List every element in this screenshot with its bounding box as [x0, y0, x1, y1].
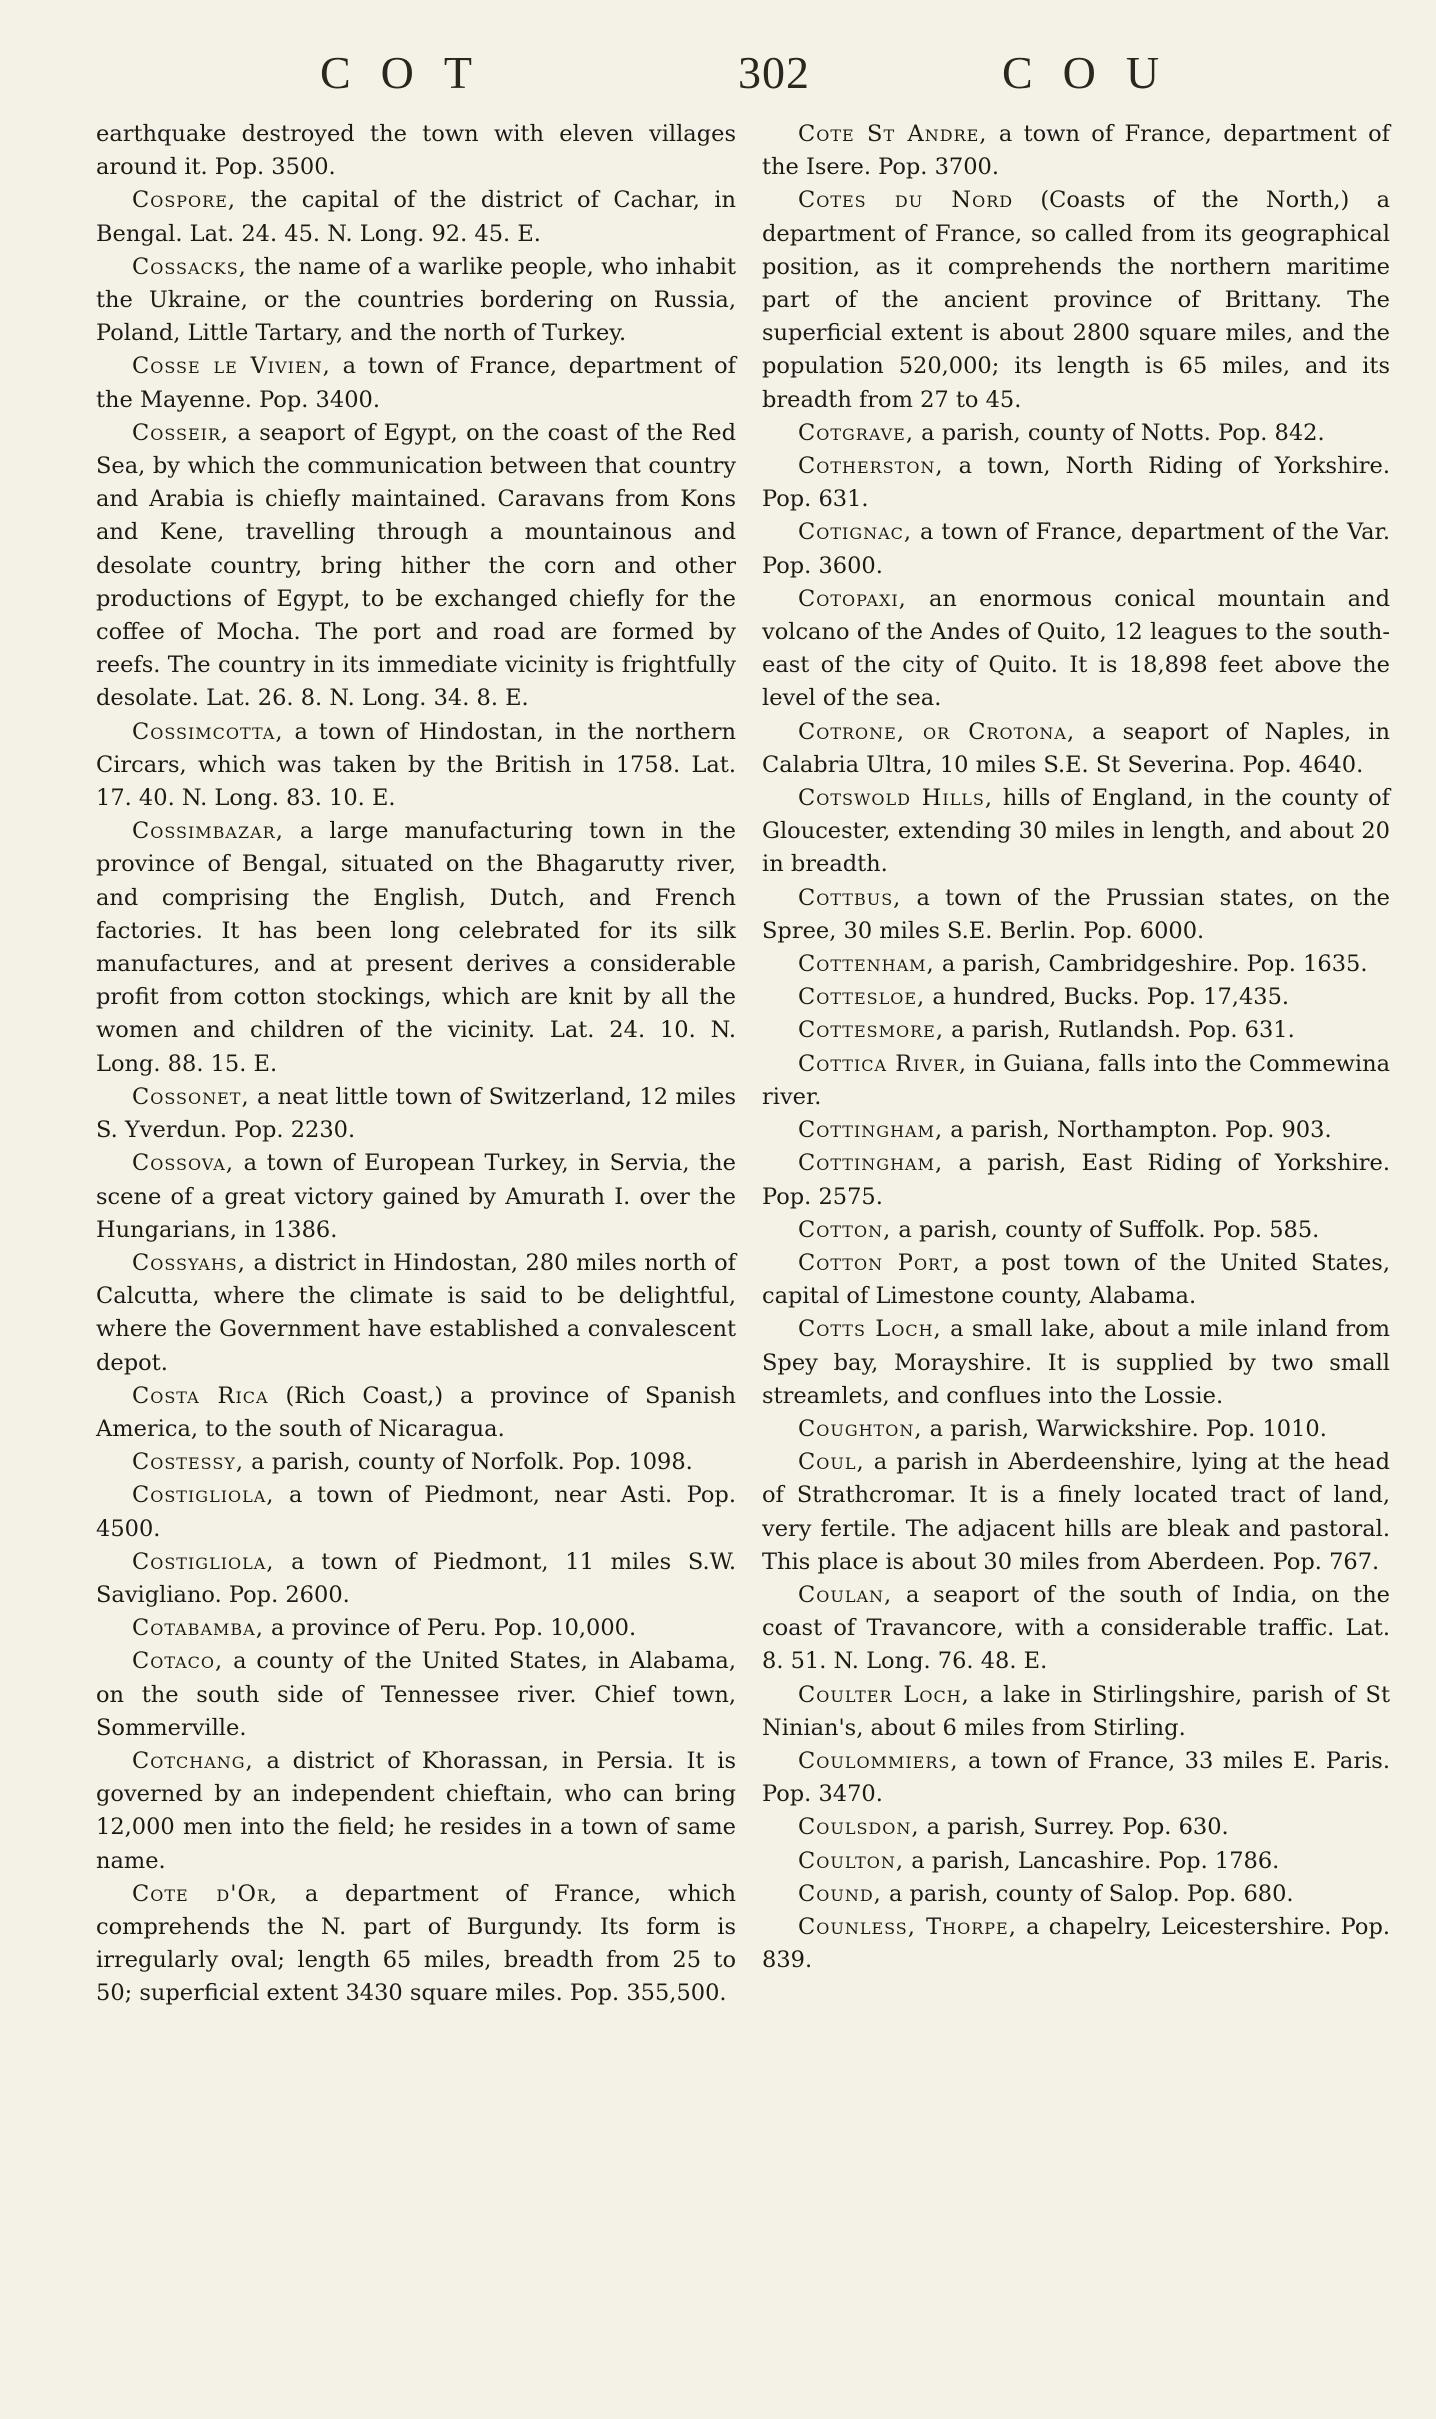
gazetteer-entry	[762, 1313, 1390, 1413]
entry-text: a small lake, about a mile inland from Spey bay, Morayshire. It is supplied by two small streamlets, and conflues into the Lossie.	[762, 1316, 1390, 1409]
entry-headword: Cosse le Vivien,	[132, 353, 331, 380]
gazetteer-entry	[762, 1679, 1390, 1745]
entry-headword: Cound,	[798, 1880, 882, 1907]
entry-headword: Cotts Loch,	[798, 1316, 942, 1343]
entry-headword: Cossimcotta,	[132, 718, 284, 745]
entry-text: a seaport of Egypt, on the coast of the Red Sea, by which the communication between that country and Arabia is chiefly maintained. Caravans from Kons and Kene, travelling through a mountainous and desolate country, bring hither the corn and other productions of Egypt, to be exchanged chiefly for the coffee of Mocha. The port and road are formed by reefs. The country in its immediate vicinity is frightfully desolate. Lat. 26. 8. N. Long. 34. 8. E.	[96, 419, 736, 712]
entry-headword: Cotswold Hills,	[798, 785, 994, 812]
entry-text: a parish, Rutlandsh. Pop. 631.	[944, 1017, 1295, 1044]
gazetteer-entry	[762, 1413, 1390, 1446]
entry-headword: Cosseir,	[132, 419, 230, 446]
entry-text: (Rich Coast,) a province of Spanish America, to the south of Nicaragua.	[96, 1382, 736, 1442]
entry-headword: Cotton,	[798, 1216, 892, 1243]
entry-text: a town of the Prussian states, on the Spree, 30 miles S.E. Berlin. Pop. 6000.	[762, 884, 1390, 944]
entry-headword: Cottesloe,	[798, 984, 926, 1011]
gazetteer-entry	[96, 1380, 736, 1446]
entry-headword: Cotrone, or Crotona,	[798, 718, 1076, 745]
gazetteer-entry	[96, 1612, 736, 1645]
gazetteer-entry	[762, 450, 1390, 516]
entry-headword: Cossacks,	[132, 253, 247, 280]
entry-headword: Cotes du Nord	[798, 187, 1014, 214]
entry-text: a hundred, Bucks. Pop. 17,435.	[925, 984, 1290, 1011]
gazetteer-entry	[96, 184, 736, 250]
gazetteer-entry	[96, 118, 736, 184]
entry-text: a post town of the United States, capital of Limestone county, Alabama.	[762, 1249, 1390, 1310]
entry-text: a town of European Turkey, in Servia, the scene of a great victory gained by Amurath I. over the Hungarians, in 1386.	[96, 1150, 736, 1243]
running-head-left: COT	[320, 47, 502, 98]
entry-text: a town of France, department of the Mayenne. Pop. 3400.	[96, 353, 736, 413]
entry-text: a district in Hindostan, 280 miles north of Calcutta, where the climate is said to be delightful, where the Government have established a convalescent depot.	[96, 1249, 736, 1376]
gazetteer-entry	[96, 1446, 736, 1479]
gazetteer-entry	[96, 350, 736, 416]
entry-text: a town of France, 33 miles E. Paris. Pop. 3470.	[762, 1747, 1390, 1808]
entry-headword: Cotgrave,	[798, 419, 914, 446]
entry-text: a town of France, department of the Isere. Pop. 3700.	[762, 121, 1390, 181]
entry-text: a seaport of the south of India, on the coast of Travancore, with a considerable traffic. Lat. 8. 51. N. Long. 76. 48. E.	[762, 1581, 1390, 1675]
gazetteer-entry	[762, 981, 1390, 1014]
entry-text: a neat little town of Switzerland, 12 miles S. Yverdun. Pop. 2230.	[96, 1083, 736, 1144]
entry-text: a district of Khorassan, in Persia. It is governed by an independent chieftain, who can bring 12,000 men into the field; he resides in a town of same name.	[96, 1747, 736, 1874]
running-head-right: COU	[1002, 47, 1190, 98]
entry-text: a large manufacturing town in the province of Bengal, situated on the Bhagarutty river, and comprising the English, Dutch, and French factories. It has been long celebrated for its silk manufactures, and at present derives a considerable profit from cotton stockings, which are knit by all the women and children of the vicinity. Lat. 24. 10. N. Long. 88. 15. E.	[96, 818, 736, 1077]
entry-headword: Costigliola,	[132, 1548, 275, 1575]
gazetteer-entry	[762, 1114, 1390, 1147]
gazetteer-entry	[762, 1911, 1390, 1977]
gazetteer-entry	[96, 815, 736, 1081]
entry-text: a town of Piedmont, 11 miles S.W. Savigliano. Pop. 2600.	[96, 1548, 736, 1608]
entry-text: a lake in Stirlingshire, parish of St Ninian's, about 6 miles from Stirling.	[762, 1681, 1390, 1741]
entry-headword: Counless, Thorpe,	[798, 1913, 1017, 1940]
gazetteer-entry	[96, 1645, 736, 1745]
entry-text: a parish in Aberdeenshire, lying at the head of Strathcromar. It is a finely located tract of land, very fertile. The adjacent hills are bleak and pastoral. This place is about 30 miles from Aberdeen. Pop. 767.	[762, 1449, 1390, 1575]
gazetteer-entry	[96, 1247, 736, 1380]
gazetteer-entry	[96, 1546, 736, 1612]
gazetteer-entry	[762, 882, 1390, 948]
entry-text: a province of Peru. Pop. 10,000.	[263, 1615, 637, 1642]
entry-headword: Cossonet,	[132, 1083, 250, 1110]
gazetteer-entry	[762, 1579, 1390, 1679]
entry-text: a parish, county of Notts. Pop. 842.	[913, 419, 1325, 446]
entry-headword: Cottingham,	[798, 1150, 944, 1177]
entry-headword: Costigliola,	[132, 1482, 275, 1509]
gazetteer-entry	[762, 1247, 1390, 1313]
entry-headword: Cote d'Or,	[132, 1880, 279, 1907]
entry-headword: Cottenham,	[798, 951, 935, 978]
gazetteer-entry	[762, 1446, 1390, 1579]
entry-headword: Cotopaxi,	[798, 585, 907, 612]
right-column	[762, 118, 1390, 1977]
entry-text: earthquake destroyed the town with eleven villages around it. Pop. 3500.	[96, 121, 736, 181]
entry-headword: Cospore,	[132, 187, 237, 214]
entry-text: a parish, East Riding of Yorkshire. Pop. 2575.	[762, 1150, 1390, 1210]
entry-text: a parish, county of Suffolk. Pop. 585.	[891, 1216, 1320, 1243]
entry-headword: Cotaco,	[132, 1648, 224, 1675]
entry-text: a parish, Warwickshire. Pop. 1010.	[922, 1415, 1327, 1442]
gazetteer-entry	[762, 583, 1390, 716]
gazetteer-entry	[762, 1878, 1390, 1911]
gazetteer-entry	[762, 1048, 1390, 1114]
entry-text: a town of Piedmont, near Asti. Pop. 4500.	[96, 1482, 736, 1542]
entry-headword: Cottbus,	[798, 884, 902, 911]
gazetteer-entry	[96, 1878, 736, 2011]
gazetteer-entry	[762, 782, 1390, 882]
gazetteer-entry	[762, 1147, 1390, 1213]
entry-text: a town of France, department of the Var. Pop. 3600.	[762, 519, 1390, 579]
gazetteer-entry	[762, 516, 1390, 582]
entry-headword: Cossova,	[132, 1150, 234, 1177]
gazetteer-entry	[762, 1811, 1390, 1844]
entry-text: hills of England, in the county of Gloucester, extending 30 miles in length, and about 20 in breadth.	[762, 785, 1390, 878]
gazetteer-entry	[762, 184, 1390, 416]
entry-headword: Cotherston,	[798, 453, 944, 480]
entry-text: a parish, Surrey. Pop. 630.	[919, 1814, 1229, 1841]
entry-text: a parish, Northampton. Pop. 903.	[943, 1117, 1332, 1144]
entry-text: an enormous conical mountain and volcano of the Andes of Quito, 12 leagues to the south-east of the city of Quito. It is 18,898 feet above the level of the sea.	[762, 585, 1390, 712]
entry-headword: Cottesmore,	[798, 1017, 944, 1044]
entry-headword: Costessy,	[132, 1449, 245, 1476]
entry-text: the capital of the district of Cachar, in Bengal. Lat. 24. 45. N. Long. 92. 45. E.	[96, 187, 736, 247]
gazetteer-entry	[96, 1745, 736, 1878]
gazetteer-entry	[762, 1845, 1390, 1878]
entry-headword: Costa Rica	[132, 1382, 269, 1409]
entry-headword: Coulan,	[798, 1581, 893, 1608]
gazetteer-entry	[96, 1147, 736, 1247]
entry-text: a parish, Cambridgeshire. Pop. 1635.	[934, 951, 1368, 978]
gazetteer-entry	[96, 716, 736, 816]
left-column	[96, 118, 736, 2011]
entry-text: (Coasts of the North,) a department of France, so called from its geographical position, as it comprehends the northern maritime part of the ancient province of Brittany. The superficial extent is about 2800 square miles, and the population 520,000; its length is 65 miles, and its breadth from 27 to 45.	[762, 187, 1390, 413]
entry-headword: Coulter Loch,	[798, 1681, 970, 1708]
entry-headword: Cotchang,	[132, 1747, 254, 1774]
entry-headword: Coulsdon,	[798, 1814, 920, 1841]
gazetteer-entry	[762, 118, 1390, 184]
gazetteer-entry	[762, 417, 1390, 450]
entry-headword: Cottica River,	[798, 1050, 967, 1077]
gazetteer-entry	[96, 251, 736, 351]
gazetteer-entry	[762, 1214, 1390, 1247]
entry-headword: Cotabamba,	[132, 1615, 264, 1642]
entry-headword: Coulommiers,	[798, 1747, 959, 1774]
gazetteer-entry	[762, 716, 1390, 782]
gazetteer-entry	[96, 417, 736, 716]
entry-text: a town of Hindostan, in the northern Circars, which was taken by the British in 1758. Lat. 17. 40. N. Long. 83. 10. E.	[96, 718, 736, 812]
entry-text: a chapelry, Leicestershire. Pop. 839.	[762, 1913, 1390, 1974]
entry-headword: Cossyahs,	[132, 1249, 246, 1276]
gazetteer-entry	[96, 1479, 736, 1545]
gazetteer-entry	[762, 1745, 1390, 1811]
entry-text: a town, North Riding of Yorkshire. Pop. 631.	[762, 453, 1390, 513]
entry-headword: Coughton,	[798, 1415, 923, 1442]
entry-headword: Coul,	[798, 1449, 865, 1476]
entry-text: a parish, county of Salop. Pop. 680.	[881, 1880, 1294, 1907]
entry-text: a county of the United States, in Alabama, on the south side of Tennessee river. Chief town, Sommerville.	[96, 1648, 736, 1741]
entry-headword: Cossimbazar,	[132, 818, 284, 845]
running-head	[0, 46, 1436, 106]
entry-text: in Guiana, falls into the Commewina river.	[762, 1050, 1390, 1110]
entry-text: a seaport of Naples, in Calabria Ultra, 10 miles S.E. St Severina. Pop. 4640.	[762, 718, 1390, 778]
entry-headword: Cote St Andre,	[798, 121, 988, 147]
gazetteer-entry	[762, 1014, 1390, 1047]
page-number: 302	[738, 47, 810, 98]
entry-text: a department of France, which comprehends the N. part of Burgundy. Its form is irregularly oval; length 65 miles, breadth from 25 to 50; superficial extent 3430 square miles. Pop. 355,500.	[96, 1880, 736, 2007]
entry-headword: Cotignac,	[798, 519, 913, 546]
entry-text: a parish, Lancashire. Pop. 1786.	[904, 1847, 1280, 1874]
entry-headword: Coulton,	[798, 1847, 905, 1874]
entry-text: a parish, county of Norfolk. Pop. 1098.	[244, 1449, 693, 1476]
entry-text: the name of a warlike people, who inhabit the Ukraine, or the countries bordering on Russia, Poland, Little Tartary, and the north of Turkey.	[96, 253, 736, 347]
gazetteer-entry	[96, 1081, 736, 1147]
gazetteer-entry	[762, 948, 1390, 981]
entry-headword: Cotton Port,	[798, 1249, 961, 1276]
entry-headword: Cottingham,	[798, 1117, 944, 1144]
